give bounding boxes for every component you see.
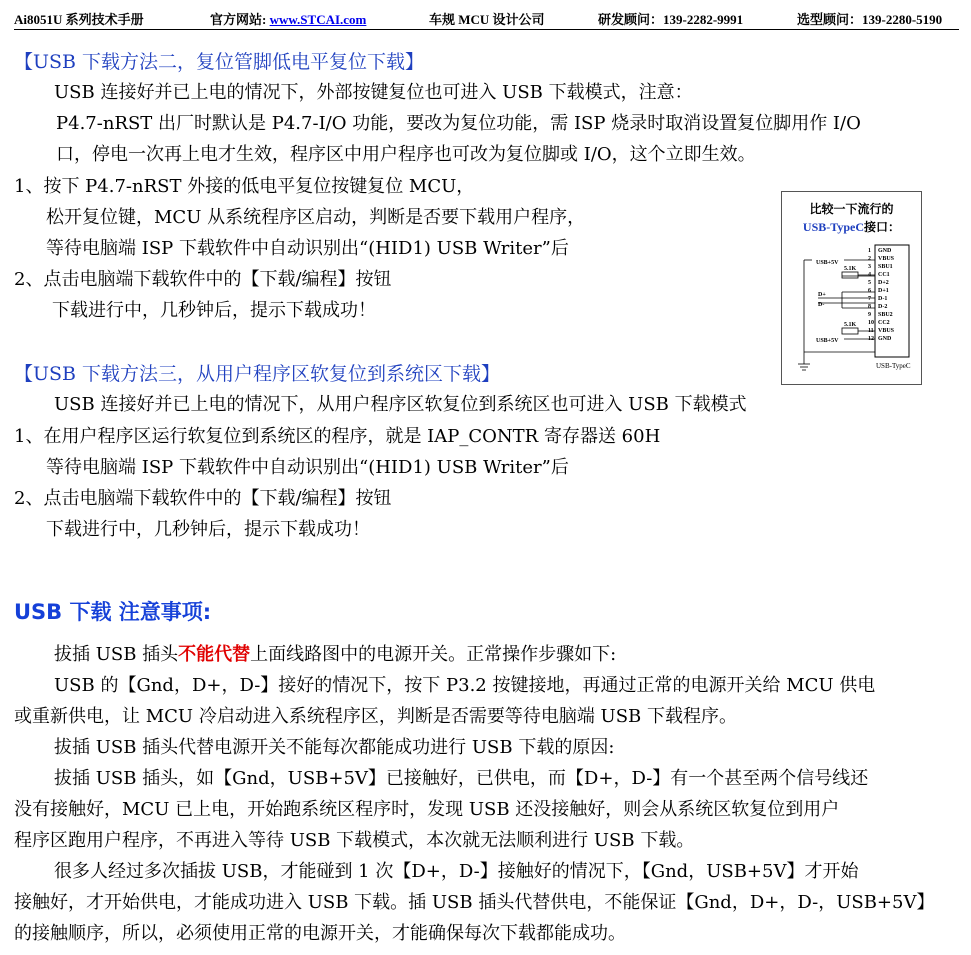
pin-labels <box>868 248 895 342</box>
select-contact: 选型顾问：139-2280-5190 <box>797 12 943 27</box>
pin-number: 11 <box>868 328 874 334</box>
pin-number: 5 <box>868 280 871 286</box>
vplus-label-top: USB+5V <box>816 260 839 266</box>
dminus-label: D- <box>818 302 825 308</box>
diagram-caption-line1: 比较一下流行的 <box>809 202 894 216</box>
notes-p5-line3: 的接触顺序，所以，必须使用正常的电源开关，才能确保每次下载都能成功。 <box>14 923 626 944</box>
pin-number: 9 <box>868 312 871 318</box>
pin-number: 12 <box>868 336 874 342</box>
vplus-label-bottom: USB+5V <box>816 338 839 344</box>
schematic-wires <box>798 260 875 370</box>
pin-number: 7 <box>868 296 871 302</box>
official-site <box>210 9 366 28</box>
rd-contact: 研发顾问：139-2282-9991 <box>598 12 744 27</box>
pin-name: D+2 <box>878 280 889 286</box>
method2-note-line2: 口，停电一次再上电才生效，程序区中用户程序也可改为复位脚或 I/O，这个立即生效。 <box>56 144 756 165</box>
resistor-label-bottom: 5.1K <box>844 322 857 328</box>
pin-number: 10 <box>868 320 874 326</box>
method2-step1-line2: 松开复位键，MCU 从系统程序区启动，判断是否要下载用户程序， <box>46 207 586 228</box>
p1-text-b: 上面线路图中的电源开关。正常操作步骤如下: <box>250 644 617 665</box>
notes-heading: USB 下载 注意事项: <box>14 600 212 624</box>
p1-warning: 不能代替 <box>178 644 251 665</box>
notes-p1 <box>54 644 616 666</box>
page-header <box>14 5 959 30</box>
notes-p4-line2: 没有接触好，MCU 已上电，开始跑系统区程序时，发现 USB 还没接触好，则会从系统区软复位到用户 <box>14 799 840 820</box>
method3-step1-line2: 等待电脑端 ISP 下载软件中自动识别出“(HID1) USB Writer”后 <box>46 457 569 478</box>
pin-number: 3 <box>868 264 871 270</box>
method3-step2-line2: 下载进行中，几秒钟后，提示下载成功！ <box>46 519 370 540</box>
diagram-footer: USB-TypeC <box>876 362 911 370</box>
pin-name: GND <box>878 336 892 342</box>
pin-name: D-1 <box>878 296 888 302</box>
dplus-label: D+ <box>818 292 826 298</box>
pin-name: CC2 <box>878 320 890 326</box>
method2-step1-line3: 等待电脑端 ISP 下载软件中自动识别出“(HID1) USB Writer”后 <box>46 238 569 259</box>
method2-step1: 1、按下 P4.7-nRST 外接的低电平复位按键复位 MCU， <box>14 176 475 197</box>
site-label: 官方网站: <box>210 12 270 27</box>
usb-typec-diagram <box>781 191 922 385</box>
pin-name: GND <box>878 248 892 254</box>
pin-number: 8 <box>868 304 871 310</box>
p1-text-a: 拔插 USB 插头 <box>54 644 179 665</box>
notes-p3: 拔插 USB 插头代替电源开关不能每次都能成功进行 USB 下载的原因: <box>54 737 615 758</box>
method2-intro: USB 连接好并已上电的情况下，外部按键复位也可进入 USB 下载模式，注意： <box>54 82 693 103</box>
pin-name: VBUS <box>878 256 895 262</box>
pin-name: CC1 <box>878 272 890 278</box>
notes-p2-line2: 或重新供电，让 MCU 冷启动进入系统程序区，判断是否需要等待电脑端 USB 下载程序。 <box>14 706 737 727</box>
pin-number: 1 <box>868 248 871 254</box>
resistor-label-top: 5.1K <box>844 266 857 272</box>
manual-title: Ai8051U 系列技术手册 <box>14 12 144 27</box>
pin-number: 6 <box>868 288 871 294</box>
typec-label: USB-TypeC <box>802 220 865 234</box>
method2-step2-line2: 下载进行中，几秒钟后，提示下载成功！ <box>52 300 376 321</box>
typec-schematic <box>782 192 923 386</box>
notes-p4-line3: 程序区跑用户程序，不再进入等待 USB 下载模式，本次就无法顺利进行 USB 下载。 <box>14 830 695 851</box>
method2-title: 【USB 下载方法二，复位管脚低电平复位下载】 <box>14 51 425 73</box>
notes-p5-line1: 很多人经过多次插拔 USB，才能碰到 1 次【D+，D-】接触好的情况下，【Gnd，USB+5V】才开始 <box>54 861 859 882</box>
site-link[interactable]: www.STCAI.com <box>269 12 367 27</box>
company-tagline: 车规 MCU 设计公司 <box>429 12 545 27</box>
pin-name: D+1 <box>878 288 889 294</box>
notes-p2-line1: USB 的【Gnd，D+，D-】接好的情况下，按下 P3.2 按键接地，再通过正常的电源开关给 MCU 供电 <box>54 675 876 696</box>
pin-name: SBU2 <box>878 312 893 318</box>
method3-title: 【USB 下载方法三，从用户程序区软复位到系统区下载】 <box>14 363 501 385</box>
pin-name: SBU1 <box>878 264 893 270</box>
pin-name: D-2 <box>878 304 888 310</box>
method2-note-line1: P4.7-nRST 出厂时默认是 P4.7-I/O 功能，要改为复位功能，需 ISP 烧录时取消设置复位脚用作 I/O <box>56 113 861 134</box>
method2-step2: 2、点击电脑端下载软件中的【下载/编程】按钮 <box>14 269 392 290</box>
caption-suffix: 接口： <box>864 220 901 234</box>
method3-step2: 2、点击电脑端下载软件中的【下载/编程】按钮 <box>14 488 392 509</box>
notes-p4-line1: 拔插 USB 插头，如【Gnd，USB+5V】已接触好，已供电，而【D+，D-】有一个甚至两个信号线还 <box>54 768 869 789</box>
pin-name: VBUS <box>878 328 895 334</box>
notes-p5-line2: 接触好，才开始供电，才能成功进入 USB 下载。插 USB 插头代替供电，不能保证【Gnd，D+，D-，USB+5V】 <box>14 892 935 913</box>
pin-number: 2 <box>868 256 871 262</box>
pin-number: 4 <box>868 272 871 278</box>
method3-step1: 1、在用户程序区运行软复位到系统区的程序，就是 IAP_CONTR 寄存器送 60H <box>14 426 661 447</box>
method3-intro: USB 连接好并已上电的情况下，从用户程序区软复位到系统区也可进入 USB 下载模式 <box>54 394 747 415</box>
